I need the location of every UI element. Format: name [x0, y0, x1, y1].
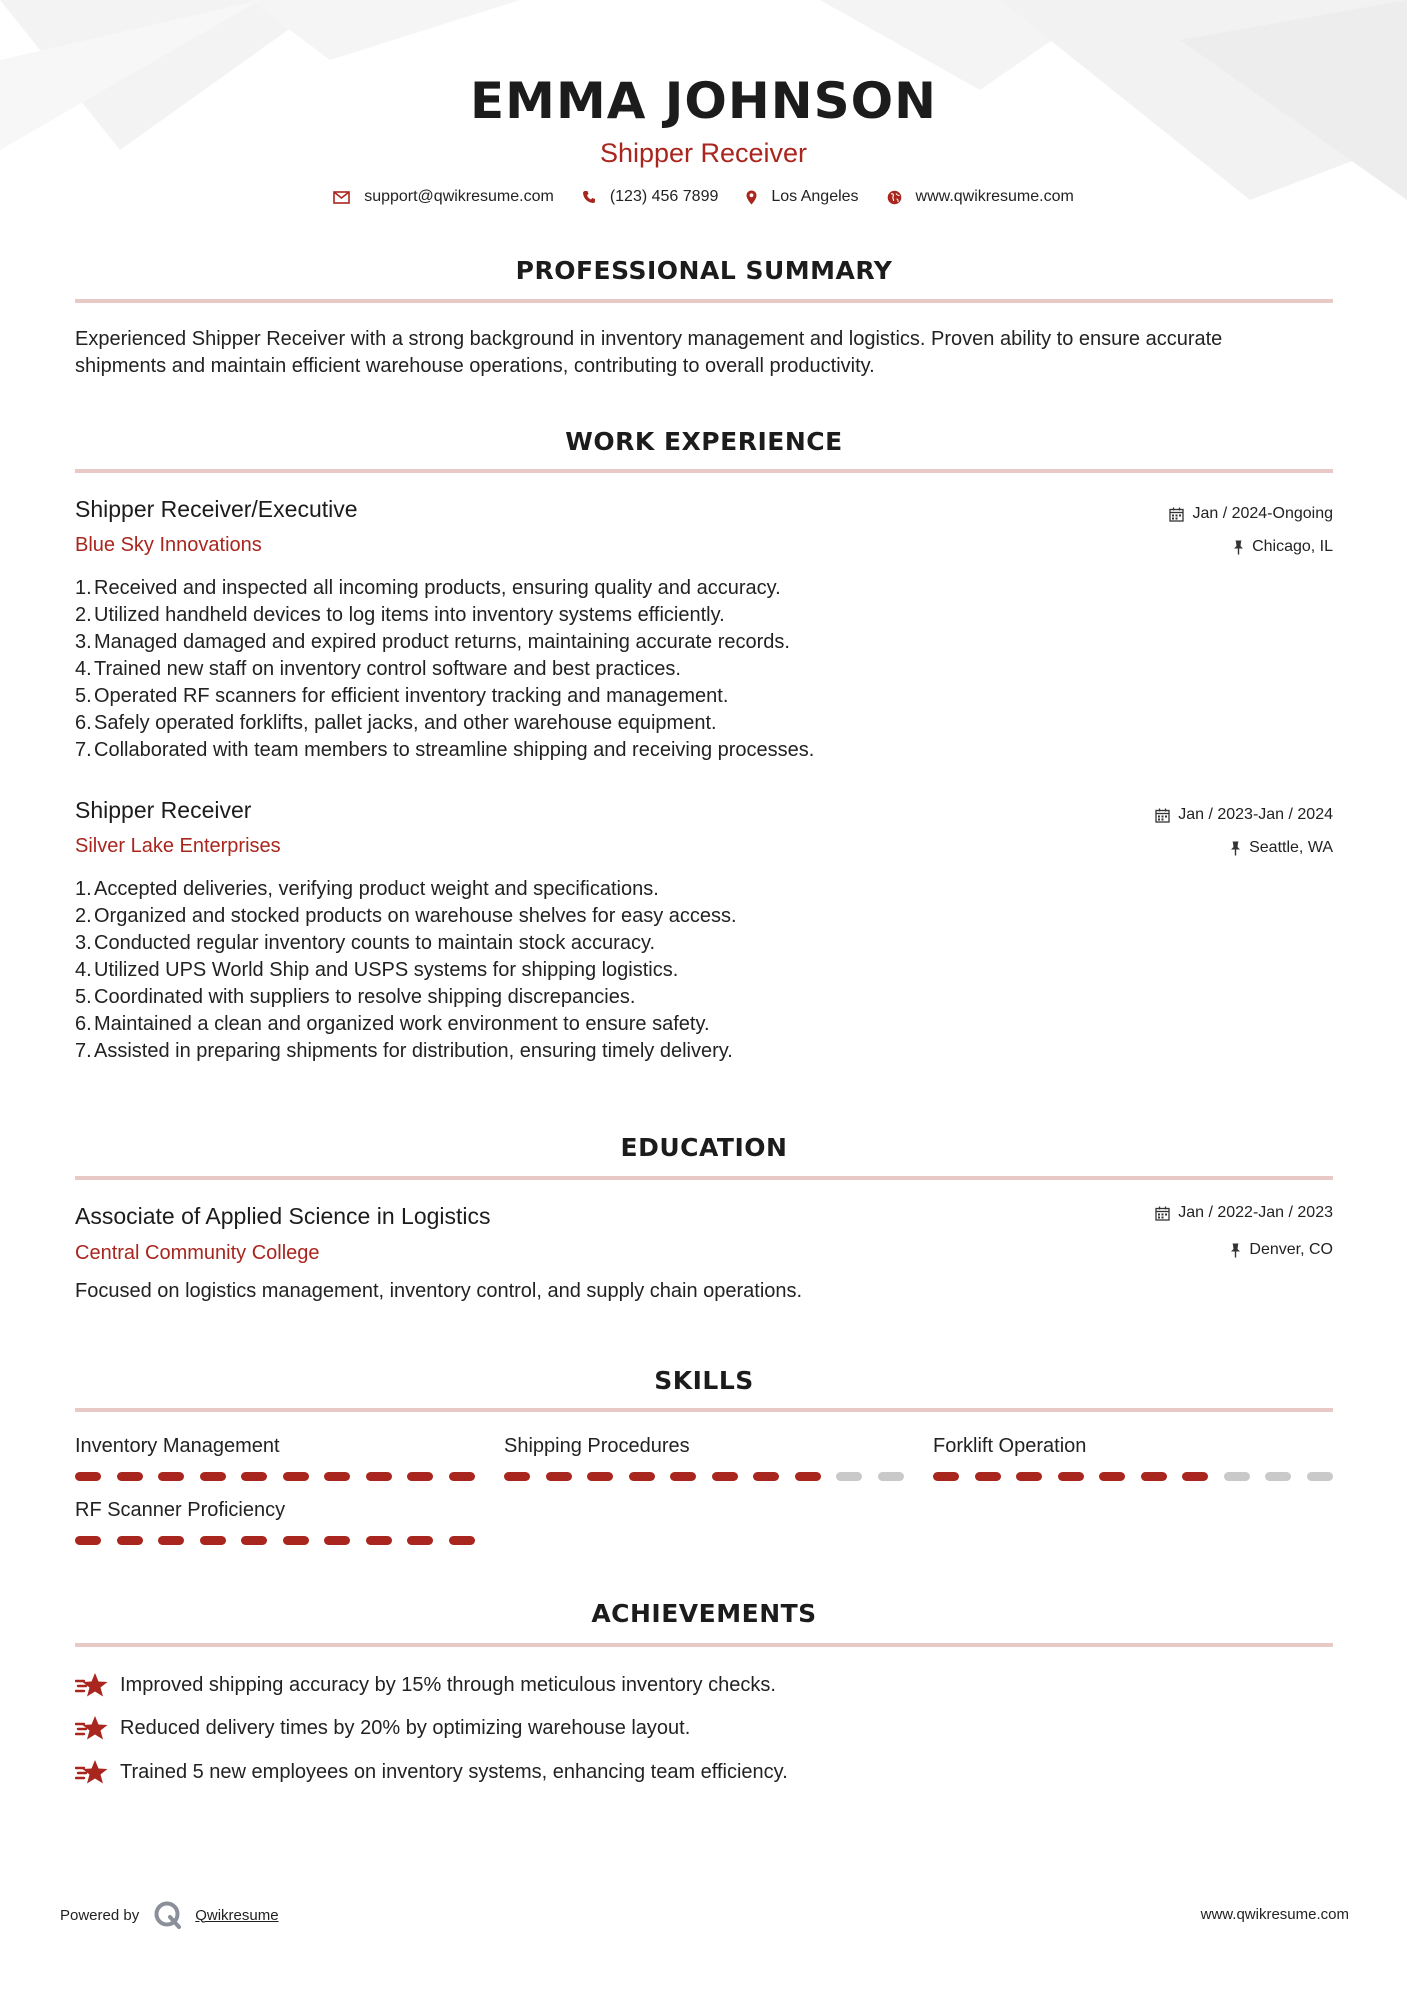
skill-level-segment	[324, 1536, 350, 1545]
skill-level-segment	[117, 1536, 143, 1545]
envelope-icon	[333, 191, 350, 204]
contact-location	[746, 188, 858, 206]
skill-label: RF Scanner Proficiency	[75, 1499, 286, 1521]
skill-level-segment	[712, 1472, 738, 1481]
globe-icon	[887, 190, 902, 205]
job-1-dates-text: Jan / 2024-Ongoing	[1192, 505, 1333, 522]
contact-website-text: www.qwikresume.com	[915, 188, 1074, 205]
candidate-role: Shipper Receiver	[599, 138, 808, 168]
summary-line-2: shipments and maintain efficient warehouse operations, contributing to overall productivity.	[75, 355, 875, 377]
skill-level-segment	[366, 1536, 392, 1545]
phone-icon	[582, 190, 596, 204]
skill-label: Forklift Operation	[933, 1435, 1087, 1457]
job-2-dates	[1155, 806, 1333, 824]
qwikresume-logo-icon	[153, 1900, 183, 1930]
education-location	[1230, 1241, 1333, 1259]
job-1-location-text: Chicago, IL	[1252, 538, 1333, 555]
skill-level-segment	[407, 1472, 433, 1481]
education-divider	[75, 1176, 1333, 1180]
skill-level-segment	[200, 1472, 226, 1481]
experience-divider	[75, 469, 1333, 473]
skill-level-segment	[1307, 1472, 1333, 1481]
skill-level-segment	[241, 1536, 267, 1545]
skill-level-segment	[836, 1472, 862, 1481]
achievement-item	[75, 1759, 788, 1785]
skill-inventory-management	[75, 1435, 475, 1481]
skill-level-segment	[449, 1472, 475, 1481]
skill-level-segment	[975, 1472, 1001, 1481]
summary-line-1: Experienced Shipper Receiver with a strong background in inventory management and logistics. Proven ability to ensure accurate	[75, 328, 1223, 350]
skill-level-segment	[753, 1472, 779, 1481]
job-2-location	[1230, 839, 1333, 857]
achievement-item	[75, 1672, 776, 1698]
skill-level-segment	[241, 1472, 267, 1481]
job-2-bullets	[75, 876, 1075, 1065]
contact-website[interactable]	[887, 188, 1074, 206]
skill-level-segment	[75, 1536, 101, 1545]
pushpin-icon	[1233, 540, 1244, 555]
job-2-company: Silver Lake Enterprises	[75, 835, 281, 857]
skill-level-segment	[1141, 1472, 1167, 1481]
experience-heading: WORK EXPERIENCE	[565, 427, 843, 456]
job-1-title: Shipper Receiver/Executive	[75, 496, 358, 522]
list-item: 1. Accepted deliveries, verifying product weight and specifications.	[75, 878, 659, 900]
skill-label: Inventory Management	[75, 1435, 280, 1457]
skill-level-segment	[324, 1472, 350, 1481]
skill-level-segment	[504, 1472, 530, 1481]
skill-level-segment	[670, 1472, 696, 1481]
qwikresume-link[interactable]: Qwikresume	[195, 1906, 279, 1924]
job-1-bullets	[75, 575, 1075, 764]
skills-heading: SKILLS	[654, 1366, 754, 1395]
skill-level-segment	[587, 1472, 613, 1481]
list-item: 1. Received and inspected all incoming products, ensuring quality and accuracy.	[75, 577, 781, 599]
job-2-location-text: Seattle, WA	[1249, 839, 1333, 856]
skill-level-segment	[158, 1472, 184, 1481]
skill-level-segment	[407, 1536, 433, 1545]
job-2-title: Shipper Receiver	[75, 797, 252, 823]
skill-level-segment	[158, 1536, 184, 1545]
skill-level-segment	[1016, 1472, 1042, 1481]
skill-level-bar	[933, 1472, 1333, 1481]
pushpin-icon	[1230, 1243, 1241, 1258]
skill-level-segment	[629, 1472, 655, 1481]
list-item: 2. Organized and stocked products on warehouse shelves for easy access.	[75, 905, 737, 927]
list-item: 5. Coordinated with suppliers to resolve shipping discrepancies.	[75, 986, 636, 1008]
calendar-icon	[1155, 808, 1170, 823]
education-dates	[1155, 1204, 1333, 1222]
skills-divider	[75, 1408, 1333, 1412]
contact-bar	[0, 188, 1407, 206]
resume-header	[0, 72, 1407, 169]
skill-rf-scanner-proficiency	[75, 1499, 475, 1545]
skill-level-segment	[1265, 1472, 1291, 1481]
summary-heading: PROFESSIONAL SUMMARY	[515, 256, 893, 285]
skill-level-segment	[366, 1472, 392, 1481]
skill-level-bar	[504, 1472, 904, 1481]
achievement-item	[75, 1715, 690, 1741]
star-icon	[75, 1672, 108, 1698]
achievement-text: Improved shipping accuracy by 15% through meticulous inventory checks.	[120, 1673, 776, 1696]
summary-text	[75, 326, 1337, 380]
skill-level-segment	[933, 1472, 959, 1481]
contact-phone-text: (123) 456 7899	[609, 188, 719, 205]
achievements-divider	[75, 1643, 1333, 1647]
footer-website[interactable]: www.qwikresume.com	[1200, 1906, 1349, 1923]
star-icon	[75, 1759, 108, 1785]
education-location-text: Denver, CO	[1249, 1241, 1333, 1258]
list-item: 7. Collaborated with team members to streamline shipping and receiving processes.	[75, 739, 815, 761]
skill-label: Shipping Procedures	[504, 1435, 690, 1457]
skill-level-segment	[1224, 1472, 1250, 1481]
skill-level-segment	[117, 1472, 143, 1481]
skill-level-segment	[75, 1472, 101, 1481]
skill-level-segment	[546, 1472, 572, 1481]
footer-powered-by	[60, 1900, 279, 1930]
skill-level-bar	[75, 1536, 475, 1545]
list-item: 4. Trained new staff on inventory control software and best practices.	[75, 658, 681, 680]
contact-email-text: support@qwikresume.com	[364, 188, 554, 205]
education-heading: EDUCATION	[620, 1133, 788, 1162]
achievements-heading: ACHIEVEMENTS	[591, 1599, 817, 1628]
powered-by-label: Powered by	[60, 1906, 140, 1924]
candidate-name: EMMA JOHNSON	[470, 72, 937, 130]
list-item: 6. Maintained a clean and organized work environment to ensure safety.	[75, 1013, 710, 1035]
calendar-icon	[1155, 1206, 1170, 1221]
summary-divider	[75, 299, 1333, 303]
list-item: 3. Managed damaged and expired product returns, maintaining accurate records.	[75, 631, 790, 653]
achievement-text: Reduced delivery times by 20% by optimizing warehouse layout.	[120, 1716, 691, 1739]
skill-level-segment	[1058, 1472, 1084, 1481]
list-item: 3. Conducted regular inventory counts to maintain stock accuracy.	[75, 932, 656, 954]
skill-forklift-operation	[933, 1435, 1333, 1481]
skill-level-segment	[449, 1536, 475, 1545]
list-item: 7. Assisted in preparing shipments for distribution, ensuring timely delivery.	[75, 1040, 733, 1062]
education-dates-text: Jan / 2022-Jan / 2023	[1178, 1204, 1333, 1221]
education-school: Central Community College	[75, 1242, 320, 1264]
achievement-text: Trained 5 new employees on inventory systems, enhancing team efficiency.	[120, 1760, 788, 1783]
skill-level-segment	[283, 1536, 309, 1545]
skill-level-segment	[1182, 1472, 1208, 1481]
star-icon	[75, 1715, 108, 1741]
skill-shipping-procedures	[504, 1435, 904, 1481]
list-item: 4. Utilized UPS World Ship and USPS systems for shipping logistics.	[75, 959, 679, 981]
skill-level-segment	[1099, 1472, 1125, 1481]
education-degree: Associate of Applied Science in Logistics	[75, 1203, 491, 1229]
calendar-icon	[1169, 507, 1184, 522]
contact-email[interactable]	[333, 188, 554, 206]
list-item: 5. Operated RF scanners for efficient inventory tracking and management.	[75, 685, 729, 707]
job-1-dates	[1169, 505, 1333, 523]
list-item: 2. Utilized handheld devices to log items into inventory systems efficiently.	[75, 604, 725, 626]
job-1-company: Blue Sky Innovations	[75, 534, 262, 556]
list-item: 6. Safely operated forklifts, pallet jacks, and other warehouse equipment.	[75, 712, 717, 734]
job-2-dates-text: Jan / 2023-Jan / 2024	[1178, 806, 1333, 823]
skill-level-segment	[878, 1472, 904, 1481]
job-1-location	[1233, 538, 1333, 556]
skill-level-segment	[795, 1472, 821, 1481]
contact-phone[interactable]	[582, 188, 719, 206]
contact-location-text: Los Angeles	[771, 188, 859, 205]
skill-level-segment	[283, 1472, 309, 1481]
skill-level-bar	[75, 1472, 475, 1481]
pushpin-icon	[1230, 841, 1241, 856]
map-pin-icon	[746, 190, 757, 205]
education-description: Focused on logistics management, inventory control, and supply chain operations.	[75, 1280, 803, 1302]
skill-level-segment	[200, 1536, 226, 1545]
